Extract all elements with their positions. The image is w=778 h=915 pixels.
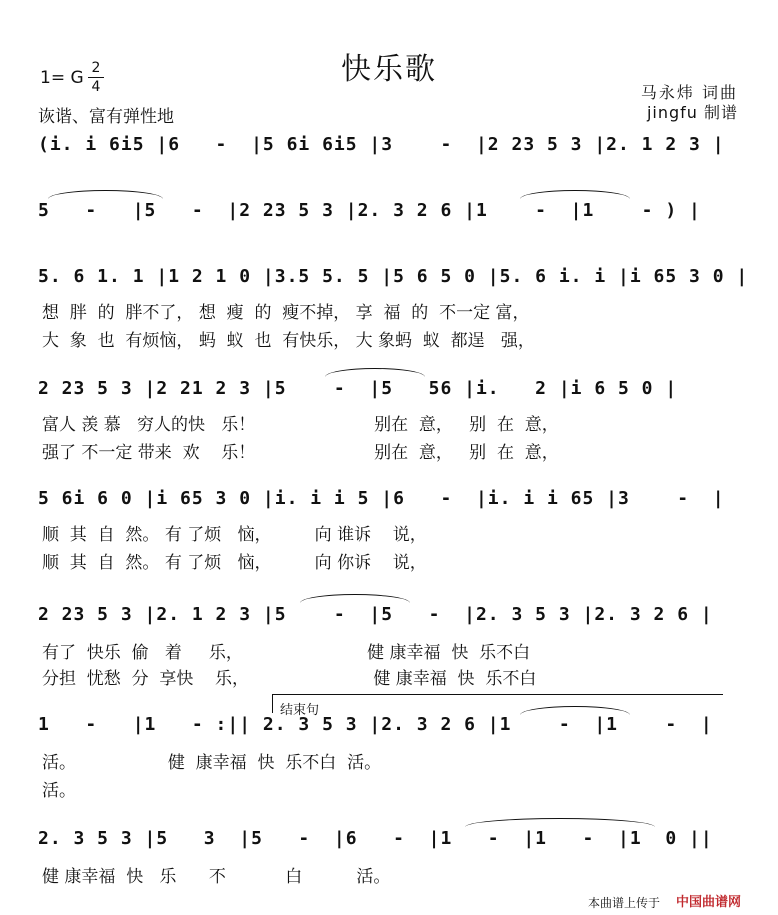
time-fraction-bar (88, 77, 104, 78)
time-signature (88, 60, 104, 95)
transcriber-credit: jingfu 制谱 (646, 103, 738, 122)
lyric-verse-2-line-3: 大 象 也 有烦恼， 蚂 蚁 也 有快乐， 大 象蚂 蚁 都逞 强， (42, 331, 535, 351)
lyric-verse-2-line-5: 顺 其 自 然。 有 了烦 恼， 向 你诉 说， (42, 553, 427, 573)
lyric-verse-2-line-4: 强了 不一定 带来 欢 乐！ 别在 意， 别 在 意， (42, 443, 559, 463)
tie-arc (325, 368, 425, 377)
notation-line-1: (i. i 6i5 |6 - |5 6i 6i5 |3 - |2 23 5 3 |2. 1 2 3 | (38, 134, 725, 155)
lyric-verse-1-line-7: 活。 健 康幸福 快 乐不白 活。 (42, 753, 382, 773)
key-signature: 1= G (40, 68, 84, 88)
lyric-verse-2-line-7: 活。 (42, 781, 76, 801)
tie-arc (48, 190, 163, 199)
notation-line-7: 1 - |1 - :|| 2. 3 5 3 |2. 3 2 6 |1 - |1 - | (38, 714, 713, 735)
time-numerator: 2 (91, 60, 101, 76)
lyric-verse-1-line-3: 想 胖 的 胖不了， 想 瘦 的 瘦不掉， 享 福 的 不一定 富， (42, 303, 530, 323)
lyric-verse-1-line-4: 富人 羡 慕 穷人的快 乐！ 别在 意， 别 在 意， (42, 415, 559, 435)
lyric-verse-1-line-6: 有了 快乐 偷 着 乐， 健 康幸福 快 乐不白 (42, 643, 531, 663)
upload-note: 本曲谱上传于 (588, 896, 661, 910)
tie-arc (520, 190, 630, 199)
page-title: 快乐歌 (341, 52, 437, 87)
tempo-marking: 诙谐、富有弹性地 (38, 107, 174, 127)
notation-line-2: 5 - |5 - |2 23 5 3 |2. 3 2 6 |1 - |1 - ) | (38, 200, 701, 221)
tie-arc (300, 594, 410, 603)
author-credit: 马永炜 词曲 (640, 83, 738, 102)
notation-line-4: 2 23 5 3 |2 21 2 3 |5 - |5 56 |i. 2 |i 6 5 0 | (38, 378, 678, 399)
tie-arc (465, 818, 655, 827)
lyric-verse-1-line-8: 健 康幸福 快 乐 不 白 活。 (42, 867, 391, 887)
time-denominator: 4 (91, 79, 101, 95)
ending-bracket (272, 694, 723, 713)
lyric-verse-1-line-5: 顺 其 自 然。 有 了烦 恼， 向 谁诉 说， (42, 525, 427, 545)
notation-line-3: 5. 6 1. 1 |1 2 1 0 |3.5 5. 5 |5 6 5 0 |5. 6 i. i |i 65 3 0 | (38, 266, 749, 287)
notation-line-8: 2. 3 5 3 |5 3 |5 - |6 - |1 - |1 - |1 0 || (38, 828, 713, 849)
lyric-verse-2-line-6: 分担 忧愁 分 享快 乐， 健 康幸福 快 乐不白 (42, 669, 537, 689)
notation-line-6: 2 23 5 3 |2. 1 2 3 |5 - |5 - |2. 3 5 3 |2. 3 2 6 | (38, 604, 713, 625)
site-logo: 中国曲谱网 (676, 895, 742, 910)
notation-line-5: 5 6i 6 0 |i 65 3 0 |i. i i 5 |6 - |i. i i 65 |3 - | (38, 488, 725, 509)
ending-label: 结束句 (280, 703, 320, 718)
